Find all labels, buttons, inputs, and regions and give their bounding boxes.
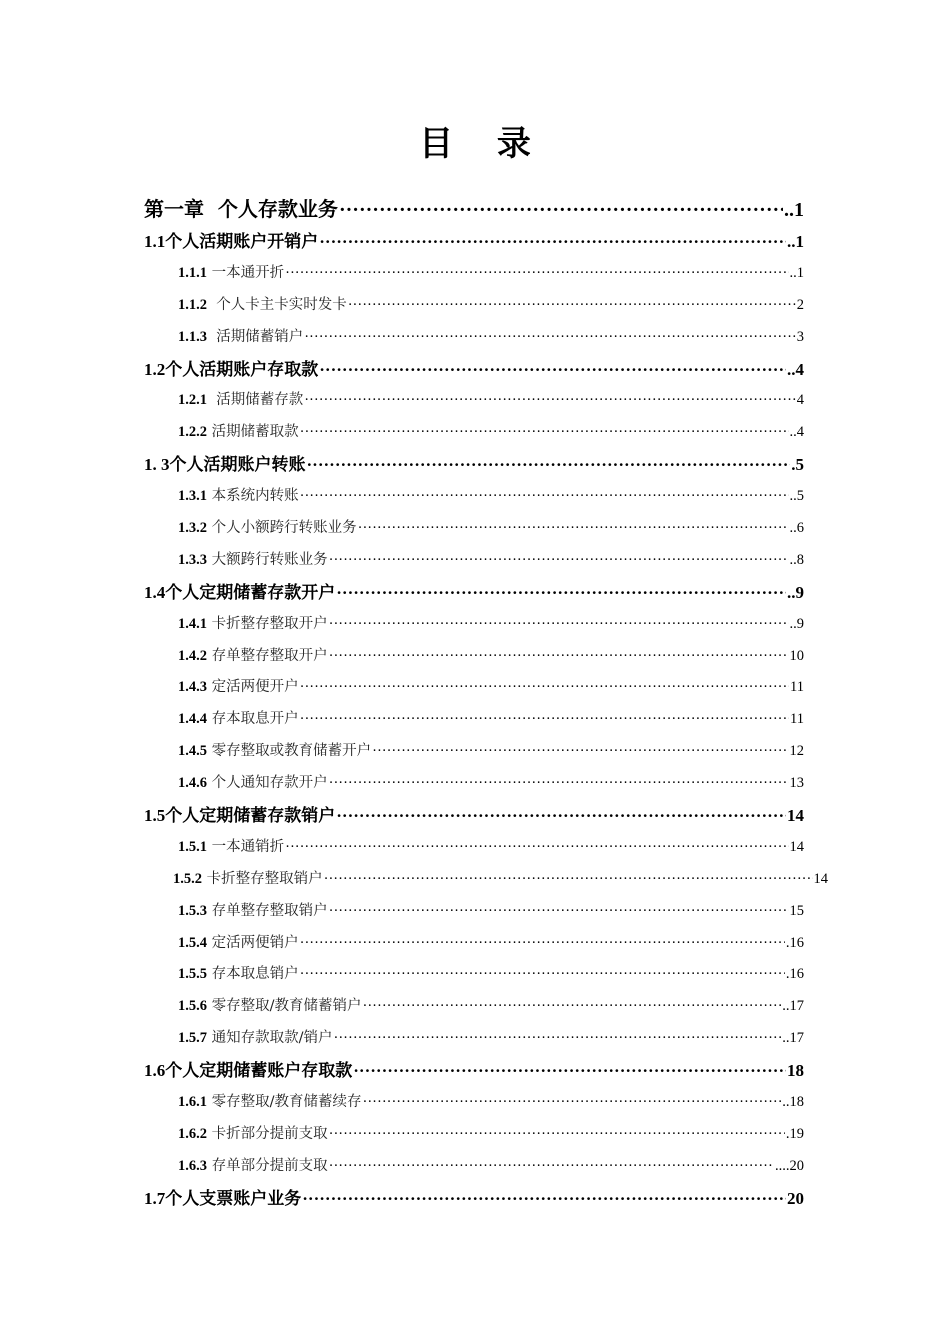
- dot-leader: [353, 1055, 786, 1087]
- toc-entry-number: 1. 3: [144, 455, 170, 475]
- toc-entry-title: 活期储蓄存款: [207, 392, 304, 409]
- toc-page-number: ....20: [775, 1157, 804, 1174]
- toc-entry-number: 1.1.1: [178, 264, 207, 281]
- toc-entry-title: 个人活期账户存取款: [165, 359, 319, 380]
- toc-page-number: ..1: [784, 199, 804, 221]
- toc-page-number: 18: [787, 1061, 804, 1081]
- toc-entry-number: 1.5.3: [178, 902, 207, 919]
- dot-leader: [307, 449, 791, 481]
- toc-page-number: 15: [789, 902, 804, 919]
- toc-page-number: 13: [789, 775, 804, 792]
- toc-entry-title: 存单部分提前支取: [207, 1157, 328, 1174]
- toc-subsection-entry[interactable]: [144, 513, 804, 545]
- toc-subsection-entry[interactable]: [144, 1087, 804, 1119]
- toc-subsection-entry[interactable]: [144, 959, 804, 991]
- toc-entry-number: 1.1.3: [178, 328, 207, 345]
- toc-page-number: ..17: [782, 998, 804, 1015]
- toc-entry-title: 存单整存整取开户: [207, 647, 328, 664]
- toc-subsection-entry[interactable]: [144, 258, 804, 290]
- dot-leader: [329, 1151, 774, 1183]
- toc-entry-number: 1.4: [144, 582, 166, 602]
- dot-leader: [300, 417, 789, 449]
- toc-page-number: ..17: [782, 1030, 804, 1047]
- dot-leader: [300, 481, 789, 513]
- toc-entry-title: 第一章 个人存款业务: [144, 197, 338, 221]
- toc-entry-title: 存本取息销户: [207, 966, 299, 983]
- toc-page-number: .16: [785, 934, 804, 951]
- toc-section-entry[interactable]: [144, 226, 804, 258]
- toc-subsection-entry[interactable]: [144, 704, 804, 736]
- toc-entry-title: 活期储蓄取款: [207, 424, 299, 441]
- toc-chapter-entry[interactable]: [144, 194, 804, 226]
- toc-entry-number: 1.5.5: [178, 966, 207, 983]
- toc-entry-label: [178, 481, 299, 513]
- toc-entry-number: 1.2.2: [178, 424, 207, 441]
- toc-section-entry[interactable]: [144, 354, 804, 386]
- dot-leader: [329, 641, 789, 673]
- toc-entry-label: [178, 417, 299, 449]
- toc-page-number: 14: [787, 806, 804, 826]
- toc-page-number: 2: [796, 296, 804, 313]
- dot-leader: [329, 896, 789, 928]
- toc-subsection-entry[interactable]: [144, 736, 804, 768]
- toc-page-number: ..6: [789, 520, 804, 537]
- toc-page-number: ..1: [789, 264, 804, 281]
- toc-entry-title: 零存整取/教育储蓄销户: [207, 998, 362, 1015]
- toc-subsection-entry[interactable]: [144, 385, 804, 417]
- toc-entry-label: [178, 991, 362, 1023]
- toc-entry-number: 1.1.2: [178, 296, 207, 313]
- toc-entry-title: 个人活期账户开销户: [165, 232, 319, 252]
- toc-entry-label: [178, 704, 299, 736]
- toc-entry-label: [144, 449, 306, 482]
- toc-entry-label: [178, 641, 328, 673]
- toc-entry-label: [178, 959, 299, 991]
- toc-subsection-entry[interactable]: [144, 322, 804, 354]
- toc-entry-label: [178, 1151, 328, 1183]
- page-title: 目 录: [419, 124, 547, 164]
- toc-entry-title: 定活两便开户: [207, 679, 299, 696]
- toc-subsection-entry[interactable]: [144, 1151, 804, 1183]
- toc-entry-label: [178, 672, 299, 704]
- toc-entry-label: [178, 258, 284, 290]
- toc-entry-number: 1.4.1: [178, 615, 207, 632]
- dot-leader: [348, 290, 796, 322]
- toc-entry-number: 1.7: [144, 1188, 166, 1208]
- toc-entry-number: 1.4.5: [178, 743, 207, 760]
- toc-page-number: 10: [789, 647, 804, 664]
- toc-entry-label: [178, 385, 303, 417]
- toc-entry-title: 卡折部分提前支取: [207, 1125, 328, 1142]
- toc-subsection-entry[interactable]: [144, 609, 804, 641]
- toc-subsection-entry[interactable]: [144, 481, 804, 513]
- toc-entry-title: 零存整取或教育储蓄开户: [207, 743, 372, 760]
- toc-entry-label: [173, 864, 323, 896]
- toc-page-number: ..9: [789, 615, 804, 632]
- toc-entry-number: 1.1: [144, 232, 166, 251]
- toc-entry-label: [178, 609, 328, 641]
- dot-leader: [300, 672, 789, 704]
- toc-entry-label: [178, 545, 328, 577]
- toc-section-entry[interactable]: [144, 800, 804, 832]
- toc-page-number: ..5: [789, 488, 804, 505]
- toc-entry-number: 1.5.1: [178, 838, 207, 855]
- toc-section-entry[interactable]: [144, 449, 804, 481]
- toc-entry-number: 1.4.2: [178, 647, 207, 664]
- dot-leader: [363, 991, 782, 1023]
- toc-entry-number: 1.3.2: [178, 520, 207, 537]
- toc-entry-label: [178, 768, 328, 800]
- toc-section-entry[interactable]: [144, 1183, 804, 1215]
- dot-leader: [372, 736, 788, 768]
- toc-entry-title: 个人支票账户业务: [165, 1188, 302, 1209]
- toc-entry-number: 1.4.6: [178, 775, 207, 792]
- toc-entry-label: [144, 800, 335, 833]
- toc-entry-label: [178, 928, 299, 960]
- toc-entry-number: 1.2: [144, 359, 166, 379]
- toc-entry-label: [144, 354, 318, 387]
- dot-leader: [319, 354, 786, 386]
- toc-subsection-entry[interactable]: [144, 290, 804, 322]
- toc-entry-title: 零存整取/教育储蓄续存: [207, 1094, 362, 1111]
- toc-entry-title: 卡折整存整取销户: [202, 870, 323, 887]
- toc-entry-number: 1.6.2: [178, 1125, 207, 1142]
- toc-entry-title: 存本取息开户: [207, 711, 299, 728]
- toc-entry-label: [178, 896, 328, 928]
- toc-subsection-entry[interactable]: [144, 832, 804, 864]
- toc-entry-label: [178, 1087, 362, 1119]
- dot-leader: [285, 832, 788, 864]
- toc-entry-number: 1.5.6: [178, 998, 207, 1015]
- toc-subsection-entry[interactable]: [144, 768, 804, 800]
- toc-page-number: 4: [796, 392, 804, 409]
- dot-leader: [336, 577, 786, 609]
- dot-leader: [304, 385, 796, 417]
- dot-leader: [304, 322, 796, 354]
- toc-page-number: ..18: [782, 1094, 804, 1111]
- dot-leader: [285, 258, 788, 290]
- toc-entry-label: [178, 513, 357, 545]
- dot-leader: [339, 195, 783, 227]
- dot-leader: [300, 928, 785, 960]
- dot-leader: [319, 226, 786, 258]
- toc-entry-title: 通知存款取款/销户: [207, 1030, 333, 1047]
- dot-leader: [300, 704, 789, 736]
- dot-leader: [329, 1119, 785, 1151]
- toc-entry-title: 个人卡主卡实时发卡: [207, 296, 347, 313]
- dot-leader: [329, 768, 789, 800]
- toc-entry-number: 1.3.3: [178, 551, 207, 568]
- toc-entry-label: [178, 736, 371, 768]
- toc-page-number: 20: [787, 1188, 804, 1208]
- toc-entry-title: 本系统内转账: [207, 488, 299, 505]
- toc-entry-number: 1.3.1: [178, 488, 207, 505]
- toc-page-number: 11: [790, 711, 804, 728]
- toc-entry-number: 1.5: [144, 806, 166, 826]
- toc-subsection-entry[interactable]: [144, 1023, 804, 1055]
- toc-page-number: ..9: [787, 582, 804, 602]
- toc-page-number: .19: [785, 1125, 804, 1142]
- toc-subsection-entry[interactable]: [144, 672, 804, 704]
- toc-page-number: 12: [789, 743, 804, 760]
- toc-entry-title: 个人定期储蓄存款销户: [165, 806, 336, 827]
- toc-entry-number: 1.4.3: [178, 679, 207, 696]
- dot-leader: [358, 513, 789, 545]
- toc-entry-number: 1.5.4: [178, 934, 207, 951]
- dot-leader: [329, 545, 789, 577]
- toc-page-number: ..8: [789, 551, 804, 568]
- toc-entry-label: [178, 290, 347, 322]
- toc-entry-title: 个人定期储蓄账户存取款: [165, 1061, 353, 1082]
- toc-entry-number: 1.5.7: [178, 1030, 207, 1047]
- toc-entry-title: 个人定期储蓄存款开户: [165, 582, 336, 603]
- toc-page-number: .5: [791, 455, 804, 475]
- toc-entry-label: [178, 322, 303, 354]
- dot-leader: [363, 1087, 782, 1119]
- toc-entry-title: 个人活期账户转账: [169, 455, 306, 476]
- toc-entry-label: [144, 194, 338, 226]
- toc-entry-number: 1.4.4: [178, 711, 207, 728]
- toc-page-number: 14: [789, 838, 804, 855]
- toc-entry-label: [178, 1119, 328, 1151]
- dot-leader: [302, 1183, 786, 1215]
- toc-section-entry[interactable]: [144, 577, 804, 609]
- toc-entry-label: [178, 832, 284, 864]
- toc-page-number: 11: [790, 679, 804, 696]
- toc-subsection-entry[interactable]: [144, 991, 804, 1023]
- toc-entry-title: 个人小额跨行转账业务: [207, 520, 357, 537]
- dot-leader: [324, 864, 813, 896]
- toc-entry-number: 1.2.1: [178, 392, 207, 409]
- toc-entry-number: 1.6.3: [178, 1157, 207, 1174]
- toc-section-entry[interactable]: [144, 1055, 804, 1087]
- toc-entry-title: 卡折整存整取开户: [207, 615, 328, 632]
- toc-subsection-entry[interactable]: [144, 1119, 804, 1151]
- toc-subsection-entry[interactable]: [144, 896, 804, 928]
- toc-page-number: 14: [813, 870, 828, 887]
- toc-entry-title: 一本通开折: [207, 264, 285, 281]
- toc-entry-label: [144, 1183, 301, 1216]
- toc-entry-title: 活期储蓄销户: [207, 328, 304, 345]
- toc-entry-number: 1.6: [144, 1061, 166, 1081]
- toc-subsection-entry[interactable]: [144, 545, 804, 577]
- dot-leader: [336, 800, 786, 832]
- toc-entry-title: 存单整存整取销户: [207, 902, 328, 919]
- dot-leader: [300, 959, 785, 991]
- toc-page-number: ..4: [789, 424, 804, 441]
- toc-page-number: ..4: [787, 359, 804, 379]
- toc-page-number: 3: [796, 328, 804, 345]
- toc-entry-number: 1.6.1: [178, 1094, 207, 1111]
- toc-subsection-entry[interactable]: [144, 641, 804, 673]
- toc-entry-label: [144, 1055, 352, 1088]
- toc-subsection-entry[interactable]: [144, 864, 828, 896]
- toc-entry-label: [144, 226, 318, 259]
- toc-entry-title: 大额跨行转账业务: [207, 551, 328, 568]
- dot-leader: [334, 1023, 782, 1055]
- toc-page-number: .16: [785, 966, 804, 983]
- toc-entry-title: 一本通销折: [207, 838, 285, 855]
- toc-entry-label: [144, 577, 335, 610]
- toc-entry-label: [178, 1023, 333, 1055]
- toc-entry-title: 定活两便销户: [207, 934, 299, 951]
- toc-entry-number: 1.5.2: [173, 870, 202, 887]
- toc-page-number: ..1: [787, 232, 804, 251]
- toc-subsection-entry[interactable]: [144, 417, 804, 449]
- dot-leader: [329, 609, 789, 641]
- toc-entry-title: 个人通知存款开户: [207, 775, 328, 792]
- table-of-contents: [144, 194, 828, 1215]
- toc-subsection-entry[interactable]: [144, 928, 804, 960]
